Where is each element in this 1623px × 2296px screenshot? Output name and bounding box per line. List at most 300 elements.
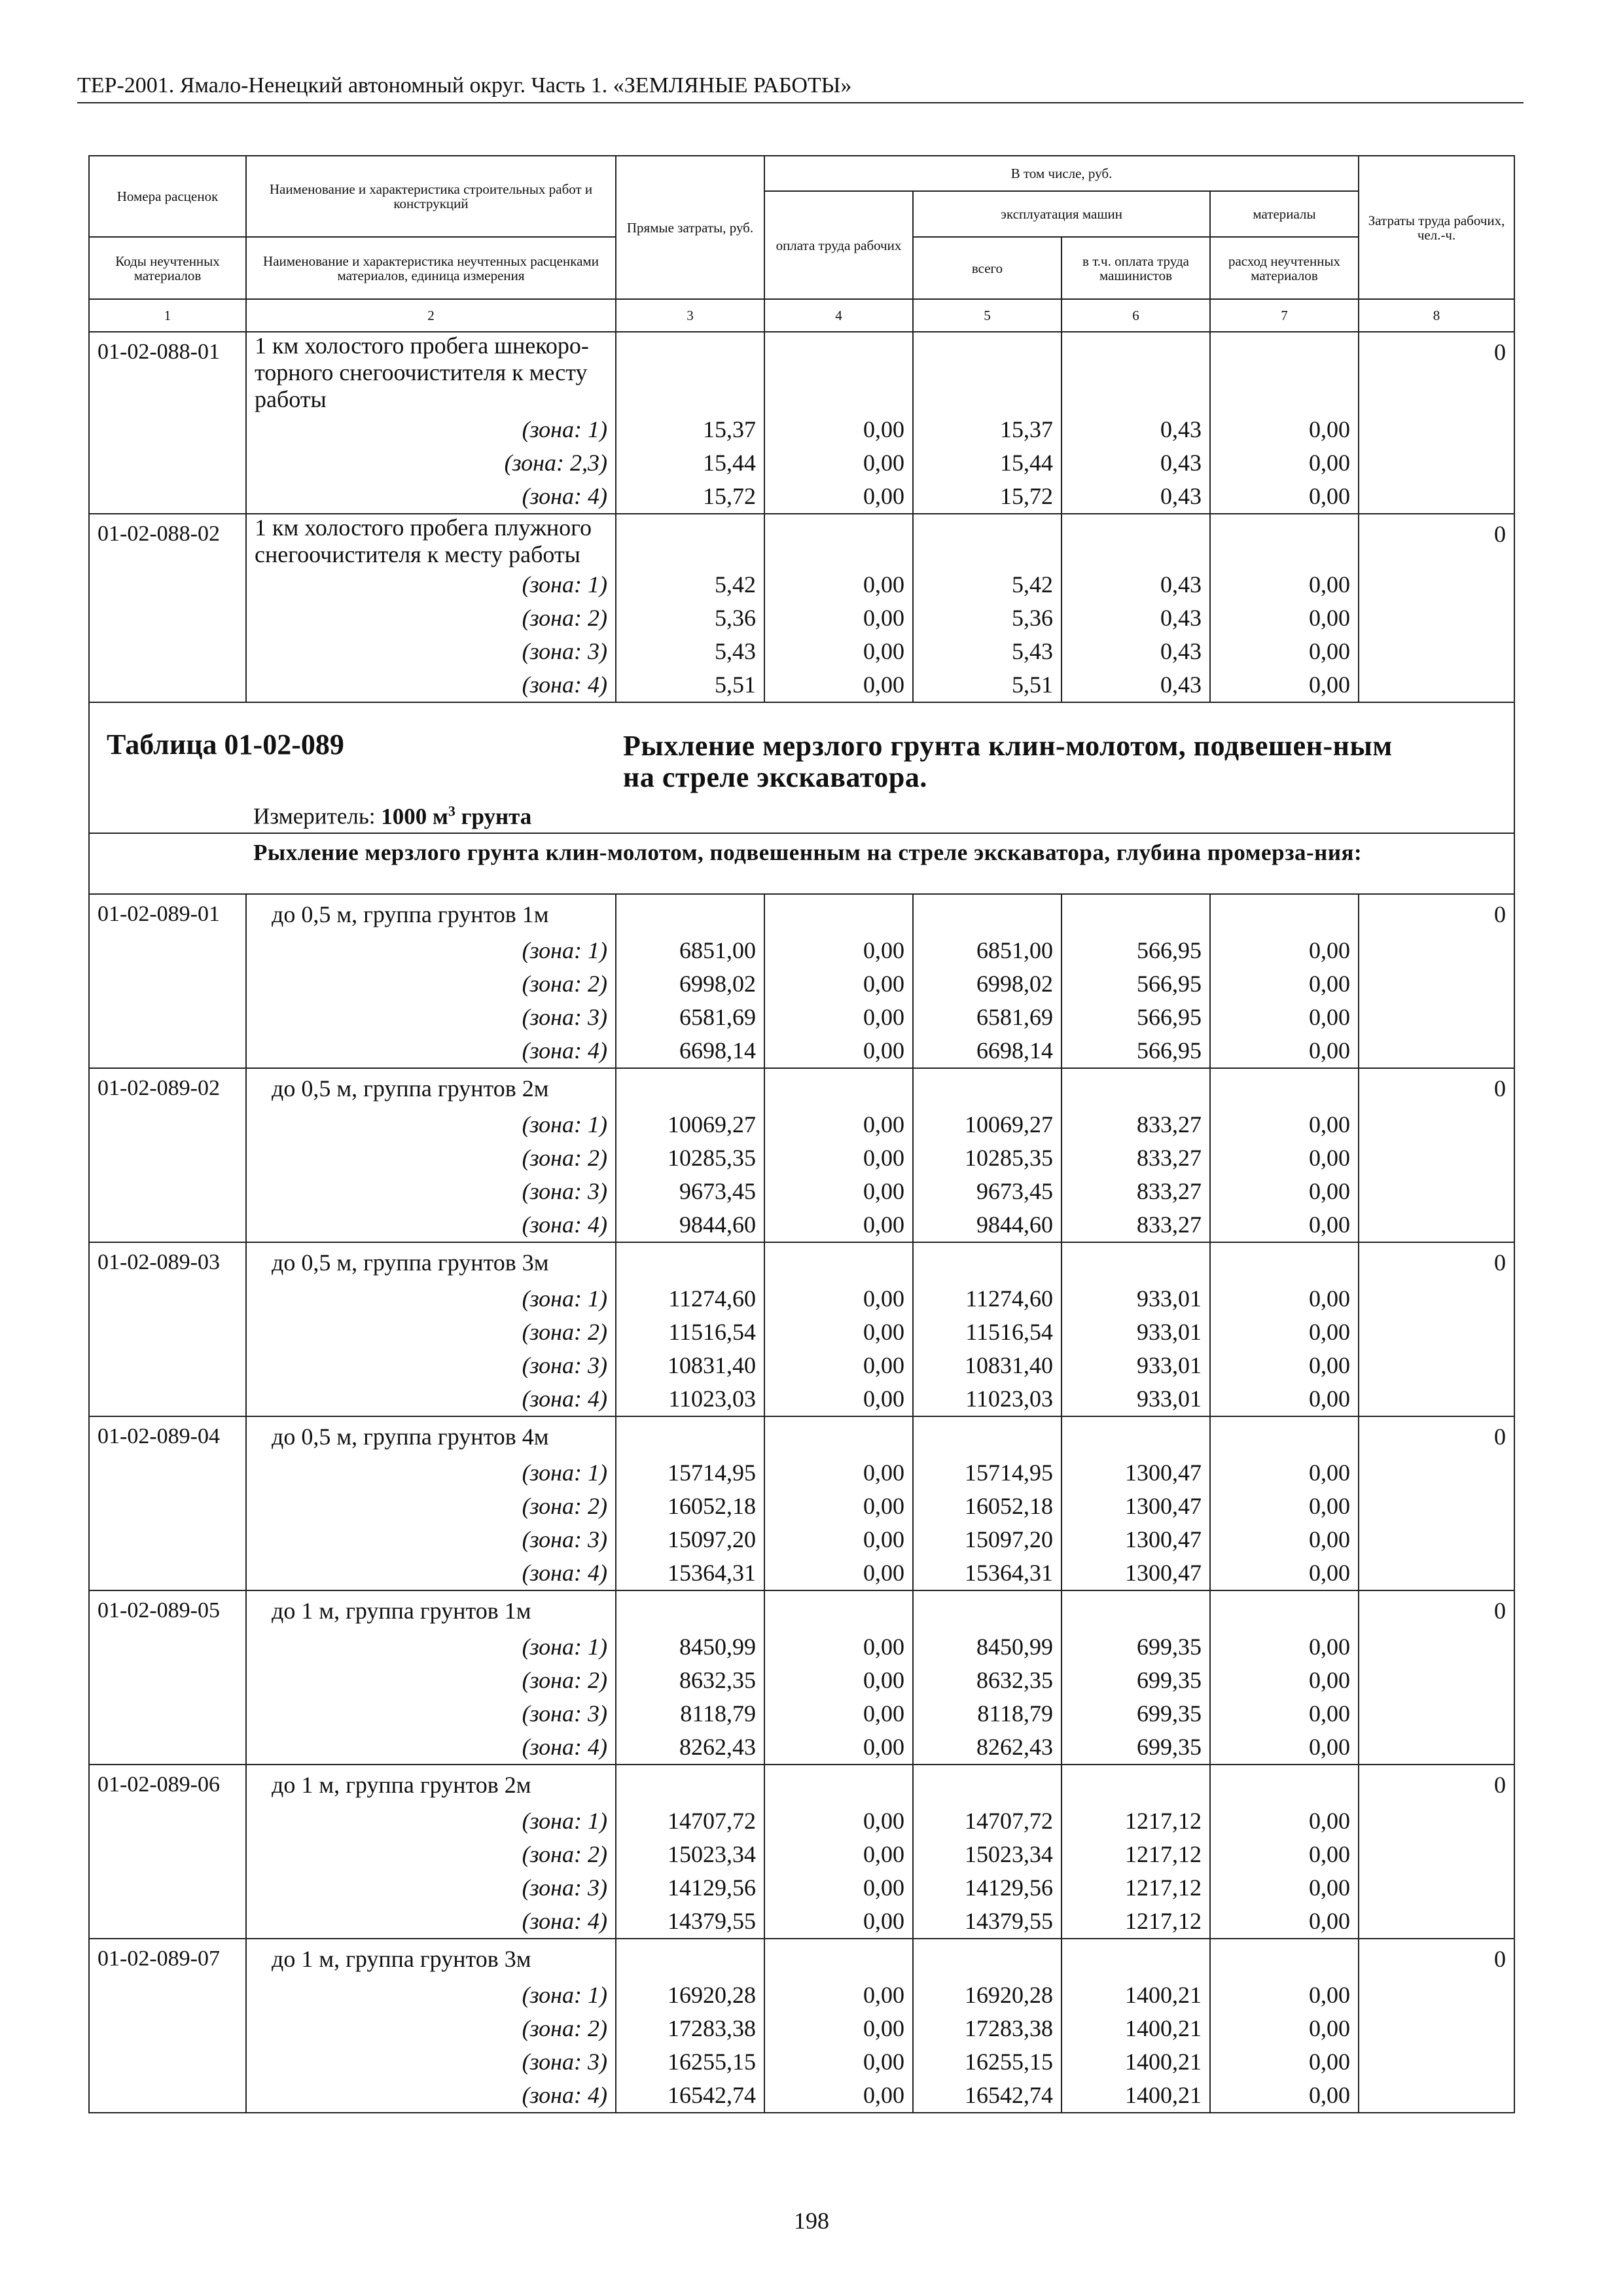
empty-cell: [89, 1382, 246, 1416]
direct-cost: 8450,99: [616, 1630, 764, 1664]
wages-cost: 0,00: [764, 1316, 913, 1349]
empty-cell: [1359, 1490, 1514, 1523]
materials-cost: 0,00: [1210, 1905, 1359, 1939]
zone-row: [89, 934, 1514, 967]
wages-cost: 0,00: [764, 1108, 913, 1141]
zone-row: [89, 1208, 1514, 1242]
empty-cell: [89, 1490, 246, 1523]
zone-label: (зона: 3): [246, 1349, 616, 1382]
machines-total: 16542,74: [913, 2079, 1061, 2113]
labor-cost: 0: [1359, 514, 1514, 568]
machines-total: 11274,60: [913, 1282, 1061, 1316]
empty-cell: [89, 1208, 246, 1242]
rate-header-row: [89, 332, 1514, 413]
empty-cell: [89, 1316, 246, 1349]
zone-row: [89, 668, 1514, 702]
zone-row: [89, 1001, 1514, 1034]
zone-label: (зона: 2): [246, 1141, 616, 1175]
empty-cell: [1359, 1001, 1514, 1034]
materials-cost: 0,00: [1210, 1871, 1359, 1905]
machinists-wages: 1400,21: [1061, 2012, 1210, 2045]
wages-cost: 0,00: [764, 1382, 913, 1416]
zone-label: (зона: 2): [246, 967, 616, 1001]
col-total: всего: [913, 237, 1061, 299]
rate-header-row: [89, 894, 1514, 934]
direct-cost: 8632,35: [616, 1664, 764, 1697]
zone-row: [89, 1697, 1514, 1731]
direct-cost: 15,37: [616, 413, 764, 446]
labor-cost: 0: [1359, 1590, 1514, 1630]
zone-label: (зона: 4): [246, 1556, 616, 1590]
empty-cell: [1359, 1456, 1514, 1490]
zone-row: [89, 1316, 1514, 1349]
wages-cost: 0,00: [764, 1871, 913, 1905]
table-label: Таблица 01-02-089: [107, 728, 344, 761]
direct-cost: 17283,38: [616, 2012, 764, 2045]
zone-row: [89, 446, 1514, 480]
col-num: 5: [913, 299, 1061, 332]
zone-label: (зона: 2): [246, 1838, 616, 1871]
direct-cost: 15023,34: [616, 1838, 764, 1871]
empty-cell: [89, 934, 246, 967]
empty-cell: [1210, 332, 1359, 413]
zone-label: (зона: 1): [246, 1456, 616, 1490]
table-body-088: [89, 332, 1514, 702]
empty-cell: [89, 1456, 246, 1490]
empty-cell: [89, 1034, 246, 1068]
zone-row: [89, 635, 1514, 668]
materials-cost: 0,00: [1210, 1034, 1359, 1068]
zone-label: (зона: 3): [246, 635, 616, 668]
machines-total: 15,37: [913, 413, 1061, 446]
machines-total: 10831,40: [913, 1349, 1061, 1382]
empty-cell: [1359, 1556, 1514, 1590]
zone-label: (зона: 2): [246, 1490, 616, 1523]
materials-cost: 0,00: [1210, 1490, 1359, 1523]
empty-cell: [89, 967, 246, 1001]
zone-label: (зона: 1): [246, 1108, 616, 1141]
unit-label: Измеритель:: [253, 803, 376, 829]
col-num: 6: [1061, 299, 1210, 332]
empty-cell: [1359, 1316, 1514, 1349]
empty-cell: [89, 480, 246, 514]
empty-cell: [913, 1765, 1061, 1804]
machinists-wages: 699,35: [1061, 1697, 1210, 1731]
materials-cost: 0,00: [1210, 1838, 1359, 1871]
empty-cell: [89, 1108, 246, 1141]
materials-cost: 0,00: [1210, 480, 1359, 514]
wages-cost: 0,00: [764, 934, 913, 967]
wages-cost: 0,00: [764, 1490, 913, 1523]
empty-cell: [1359, 1871, 1514, 1905]
wages-cost: 0,00: [764, 446, 913, 480]
direct-cost: 14379,55: [616, 1905, 764, 1939]
empty-cell: [1359, 1630, 1514, 1664]
direct-cost: 16255,15: [616, 2045, 764, 2079]
empty-cell: [913, 1416, 1061, 1456]
zone-label: (зона: 4): [246, 668, 616, 702]
machines-total: 15,44: [913, 446, 1061, 480]
rate-header-row: [89, 1068, 1514, 1108]
machinists-wages: 699,35: [1061, 1731, 1210, 1765]
empty-cell: [89, 446, 246, 480]
wages-cost: 0,00: [764, 1523, 913, 1556]
machinists-wages: 933,01: [1061, 1349, 1210, 1382]
machines-total: 16920,28: [913, 1979, 1061, 2012]
col-materials: материалы: [1210, 191, 1359, 237]
zone-label: (зона: 4): [246, 1034, 616, 1068]
empty-cell: [89, 1175, 246, 1208]
machinists-wages: 933,01: [1061, 1316, 1210, 1349]
rate-description: до 0,5 м, группа грунтов 2м: [246, 1068, 616, 1108]
machinists-wages: 833,27: [1061, 1175, 1210, 1208]
wages-cost: 0,00: [764, 1804, 913, 1838]
machines-total: 16052,18: [913, 1490, 1061, 1523]
direct-cost: 5,42: [616, 568, 764, 601]
machines-total: 14129,56: [913, 1871, 1061, 1905]
zone-row: [89, 1556, 1514, 1590]
machines-total: 9673,45: [913, 1175, 1061, 1208]
zone-label: (зона: 1): [246, 1630, 616, 1664]
empty-cell: [89, 1905, 246, 1939]
direct-cost: 15714,95: [616, 1456, 764, 1490]
materials-cost: 0,00: [1210, 1175, 1359, 1208]
empty-cell: [1359, 1108, 1514, 1141]
empty-cell: [89, 1697, 246, 1731]
machinists-wages: 1400,21: [1061, 2045, 1210, 2079]
zone-label: (зона: 3): [246, 1523, 616, 1556]
machinists-wages: 0,43: [1061, 601, 1210, 635]
empty-cell: [1359, 635, 1514, 668]
machinists-wages: 566,95: [1061, 967, 1210, 1001]
machinists-wages: 1300,47: [1061, 1456, 1210, 1490]
empty-cell: [89, 1664, 246, 1697]
empty-cell: [1359, 1804, 1514, 1838]
machinists-wages: 0,43: [1061, 668, 1210, 702]
machinists-wages: 1400,21: [1061, 1979, 1210, 2012]
empty-cell: [616, 1068, 764, 1108]
zone-label: (зона: 1): [246, 1804, 616, 1838]
rate-header-row: [89, 1765, 1514, 1804]
machinists-wages: 933,01: [1061, 1382, 1210, 1416]
empty-cell: [1359, 1731, 1514, 1765]
machines-total: 8262,43: [913, 1731, 1061, 1765]
wages-cost: 0,00: [764, 1141, 913, 1175]
zone-label: (зона: 1): [246, 1282, 616, 1316]
materials-cost: 0,00: [1210, 668, 1359, 702]
col-num: 7: [1210, 299, 1359, 332]
wages-cost: 0,00: [764, 568, 913, 601]
machines-total: 15097,20: [913, 1523, 1061, 1556]
machines-total: 10285,35: [913, 1141, 1061, 1175]
empty-cell: [89, 2079, 246, 2113]
rate-code: 01-02-089-02: [89, 1068, 246, 1108]
empty-cell: [913, 1242, 1061, 1282]
empty-cell: [1359, 2045, 1514, 2079]
empty-cell: [1210, 1765, 1359, 1804]
zone-row: [89, 413, 1514, 446]
direct-cost: 15,72: [616, 480, 764, 514]
machinists-wages: 1300,47: [1061, 1490, 1210, 1523]
col-name-bottom: Наименование и характеристика неучтенных расценками материалов, единица измерения: [246, 237, 616, 299]
zone-label: (зона: 2): [246, 601, 616, 635]
direct-cost: 6581,69: [616, 1001, 764, 1034]
materials-cost: 0,00: [1210, 1108, 1359, 1141]
direct-cost: 16920,28: [616, 1979, 764, 2012]
empty-cell: [764, 332, 913, 413]
materials-cost: 0,00: [1210, 2045, 1359, 2079]
empty-cell: [1061, 514, 1210, 568]
machines-total: 17283,38: [913, 2012, 1061, 2045]
empty-cell: [89, 668, 246, 702]
empty-cell: [89, 413, 246, 446]
machines-total: 8118,79: [913, 1697, 1061, 1731]
empty-cell: [89, 1001, 246, 1034]
direct-cost: 11023,03: [616, 1382, 764, 1416]
materials-cost: 0,00: [1210, 967, 1359, 1001]
rate-header-row: [89, 1590, 1514, 1630]
empty-cell: [764, 1068, 913, 1108]
rate-code: 01-02-089-07: [89, 1939, 246, 1979]
zone-row: [89, 601, 1514, 635]
labor-cost: 0: [1359, 1242, 1514, 1282]
empty-cell: [1359, 1141, 1514, 1175]
zone-row: [89, 1905, 1514, 1939]
wages-cost: 0,00: [764, 2012, 913, 2045]
machinists-wages: 0,43: [1061, 635, 1210, 668]
machines-total: 6698,14: [913, 1034, 1061, 1068]
empty-cell: [616, 1765, 764, 1804]
zone-label: (зона: 1): [246, 934, 616, 967]
rate-header-row: [89, 1416, 1514, 1456]
zone-row: [89, 1731, 1514, 1765]
zone-label: (зона: 4): [246, 1731, 616, 1765]
wages-cost: 0,00: [764, 413, 913, 446]
empty-cell: [1359, 1838, 1514, 1871]
machines-total: 6851,00: [913, 934, 1061, 967]
empty-cell: [89, 2012, 246, 2045]
empty-cell: [616, 1242, 764, 1282]
rate-code: 01-02-089-06: [89, 1765, 246, 1804]
zone-row: [89, 1838, 1514, 1871]
empty-cell: [913, 514, 1061, 568]
zone-row: [89, 480, 1514, 514]
machinists-wages: 699,35: [1061, 1664, 1210, 1697]
wages-cost: 0,00: [764, 1697, 913, 1731]
empty-cell: [1210, 1416, 1359, 1456]
machines-total: 15023,34: [913, 1838, 1061, 1871]
empty-cell: [1359, 1349, 1514, 1382]
col-num: 8: [1359, 299, 1514, 332]
materials-cost: 0,00: [1210, 568, 1359, 601]
empty-cell: [616, 1416, 764, 1456]
table-header: [89, 156, 1514, 332]
machinists-wages: 1217,12: [1061, 1871, 1210, 1905]
empty-cell: [1359, 568, 1514, 601]
zone-row: [89, 1979, 1514, 2012]
rate-code: 01-02-089-05: [89, 1590, 246, 1630]
zone-row: [89, 1523, 1514, 1556]
rate-description: до 0,5 м, группа грунтов 1м: [246, 894, 616, 934]
wages-cost: 0,00: [764, 1175, 913, 1208]
wages-cost: 0,00: [764, 1282, 913, 1316]
materials-cost: 0,00: [1210, 1556, 1359, 1590]
rate-code: 01-02-088-02: [89, 514, 246, 568]
empty-cell: [89, 568, 246, 601]
machinists-wages: 933,01: [1061, 1282, 1210, 1316]
machines-total: 5,42: [913, 568, 1061, 601]
empty-cell: [1359, 1208, 1514, 1242]
empty-cell: [913, 1939, 1061, 1979]
materials-cost: 0,00: [1210, 2012, 1359, 2045]
empty-cell: [764, 1939, 913, 1979]
materials-cost: 0,00: [1210, 2079, 1359, 2113]
zone-row: [89, 1034, 1514, 1068]
machines-total: 15714,95: [913, 1456, 1061, 1490]
empty-cell: [1359, 1282, 1514, 1316]
empty-cell: [1210, 1590, 1359, 1630]
machinists-wages: 833,27: [1061, 1141, 1210, 1175]
empty-cell: [764, 894, 913, 934]
zone-label: (зона: 4): [246, 1208, 616, 1242]
machines-total: 16255,15: [913, 2045, 1061, 2079]
col-rate-number: Номера расценок: [89, 156, 246, 237]
empty-cell: [89, 1630, 246, 1664]
empty-cell: [1210, 1242, 1359, 1282]
machines-total: 8450,99: [913, 1630, 1061, 1664]
direct-cost: 10831,40: [616, 1349, 764, 1382]
col-num: 4: [764, 299, 913, 332]
page-number: 198: [794, 2208, 829, 2234]
direct-cost: 8262,43: [616, 1731, 764, 1765]
zone-row: [89, 568, 1514, 601]
zone-label: (зона: 2,3): [246, 446, 616, 480]
table-body-089: [89, 894, 1514, 2113]
direct-cost: 9673,45: [616, 1175, 764, 1208]
wages-cost: 0,00: [764, 668, 913, 702]
direct-cost: 6998,02: [616, 967, 764, 1001]
empty-cell: [89, 2045, 246, 2079]
materials-cost: 0,00: [1210, 1456, 1359, 1490]
empty-cell: [1359, 1664, 1514, 1697]
materials-cost: 0,00: [1210, 1731, 1359, 1765]
zone-row: [89, 1141, 1514, 1175]
machinists-wages: 1300,47: [1061, 1523, 1210, 1556]
machinists-wages: 833,27: [1061, 1108, 1210, 1141]
empty-cell: [89, 601, 246, 635]
wages-cost: 0,00: [764, 1034, 913, 1068]
materials-cost: 0,00: [1210, 1979, 1359, 2012]
zone-label: (зона: 3): [246, 1697, 616, 1731]
empty-cell: [764, 1242, 913, 1282]
machines-total: 5,36: [913, 601, 1061, 635]
zone-row: [89, 1456, 1514, 1490]
table-title-block: [89, 702, 1514, 833]
col-num: 1: [89, 299, 246, 332]
zone-label: (зона: 4): [246, 1382, 616, 1416]
empty-cell: [1359, 480, 1514, 514]
wages-cost: 0,00: [764, 635, 913, 668]
labor-cost: 0: [1359, 1765, 1514, 1804]
empty-cell: [89, 1804, 246, 1838]
empty-cell: [1359, 934, 1514, 967]
rates-table: [88, 155, 1515, 2113]
empty-cell: [1210, 894, 1359, 934]
zone-label: (зона: 4): [246, 480, 616, 514]
zone-row: [89, 1282, 1514, 1316]
direct-cost: 16542,74: [616, 2079, 764, 2113]
rate-code: 01-02-089-03: [89, 1242, 246, 1282]
page-header: ТЕР-2001. Ямало-Ненецкий автономный округ. Часть 1. «ЗЕМЛЯНЫЕ РАБОТЫ»: [77, 73, 1524, 103]
wages-cost: 0,00: [764, 1630, 913, 1664]
empty-cell: [1359, 1523, 1514, 1556]
zone-row: [89, 1871, 1514, 1905]
col-name-top: Наименование и характеристика строительных работ и конструкций: [246, 156, 616, 237]
empty-cell: [913, 332, 1061, 413]
zone-label: (зона: 1): [246, 1979, 616, 2012]
wages-cost: 0,00: [764, 1456, 913, 1490]
empty-cell: [616, 894, 764, 934]
empty-cell: [913, 1590, 1061, 1630]
zone-row: [89, 1175, 1514, 1208]
zone-row: [89, 2012, 1514, 2045]
empty-cell: [1210, 514, 1359, 568]
materials-cost: 0,00: [1210, 1664, 1359, 1697]
zone-row: [89, 1490, 1514, 1523]
machines-total: 6998,02: [913, 967, 1061, 1001]
materials-cost: 0,00: [1210, 1349, 1359, 1382]
machines-total: 15,72: [913, 480, 1061, 514]
empty-cell: [1061, 1590, 1210, 1630]
labor-cost: 0: [1359, 1939, 1514, 1979]
wages-cost: 0,00: [764, 601, 913, 635]
wages-cost: 0,00: [764, 1208, 913, 1242]
machinists-wages: 1217,12: [1061, 1905, 1210, 1939]
wages-cost: 0,00: [764, 1556, 913, 1590]
col-codes: Коды неучтенных материалов: [89, 237, 246, 299]
empty-cell: [1061, 1939, 1210, 1979]
empty-cell: [1061, 1416, 1210, 1456]
machinists-wages: 0,43: [1061, 568, 1210, 601]
labor-cost: 0: [1359, 1068, 1514, 1108]
zone-label: (зона: 3): [246, 1001, 616, 1034]
col-incl: В том числе, руб.: [764, 156, 1359, 191]
materials-cost: 0,00: [1210, 1804, 1359, 1838]
rate-header-row: [89, 1242, 1514, 1282]
machines-total: 14379,55: [913, 1905, 1061, 1939]
zone-label: (зона: 2): [246, 1316, 616, 1349]
empty-cell: [1359, 446, 1514, 480]
zone-label: (зона: 2): [246, 2012, 616, 2045]
empty-cell: [913, 1068, 1061, 1108]
machines-total: 10069,27: [913, 1108, 1061, 1141]
col-num: 3: [616, 299, 764, 332]
zone-label: (зона: 3): [246, 1871, 616, 1905]
machines-total: 5,43: [913, 635, 1061, 668]
col-direct: Прямые затраты, руб.: [616, 156, 764, 299]
materials-cost: 0,00: [1210, 1630, 1359, 1664]
table-subheading: Рыхление мерзлого грунта клин-молотом, подвешенным на стреле экскаватора, глубина промерза-ния:: [89, 833, 1514, 894]
empty-cell: [1359, 668, 1514, 702]
machinists-wages: 566,95: [1061, 1034, 1210, 1068]
materials-cost: 0,00: [1210, 1523, 1359, 1556]
direct-cost: 9844,60: [616, 1208, 764, 1242]
wages-cost: 0,00: [764, 1838, 913, 1871]
empty-cell: [1359, 1382, 1514, 1416]
empty-cell: [89, 1523, 246, 1556]
empty-cell: [89, 1556, 246, 1590]
machinists-wages: 1400,21: [1061, 2079, 1210, 2113]
